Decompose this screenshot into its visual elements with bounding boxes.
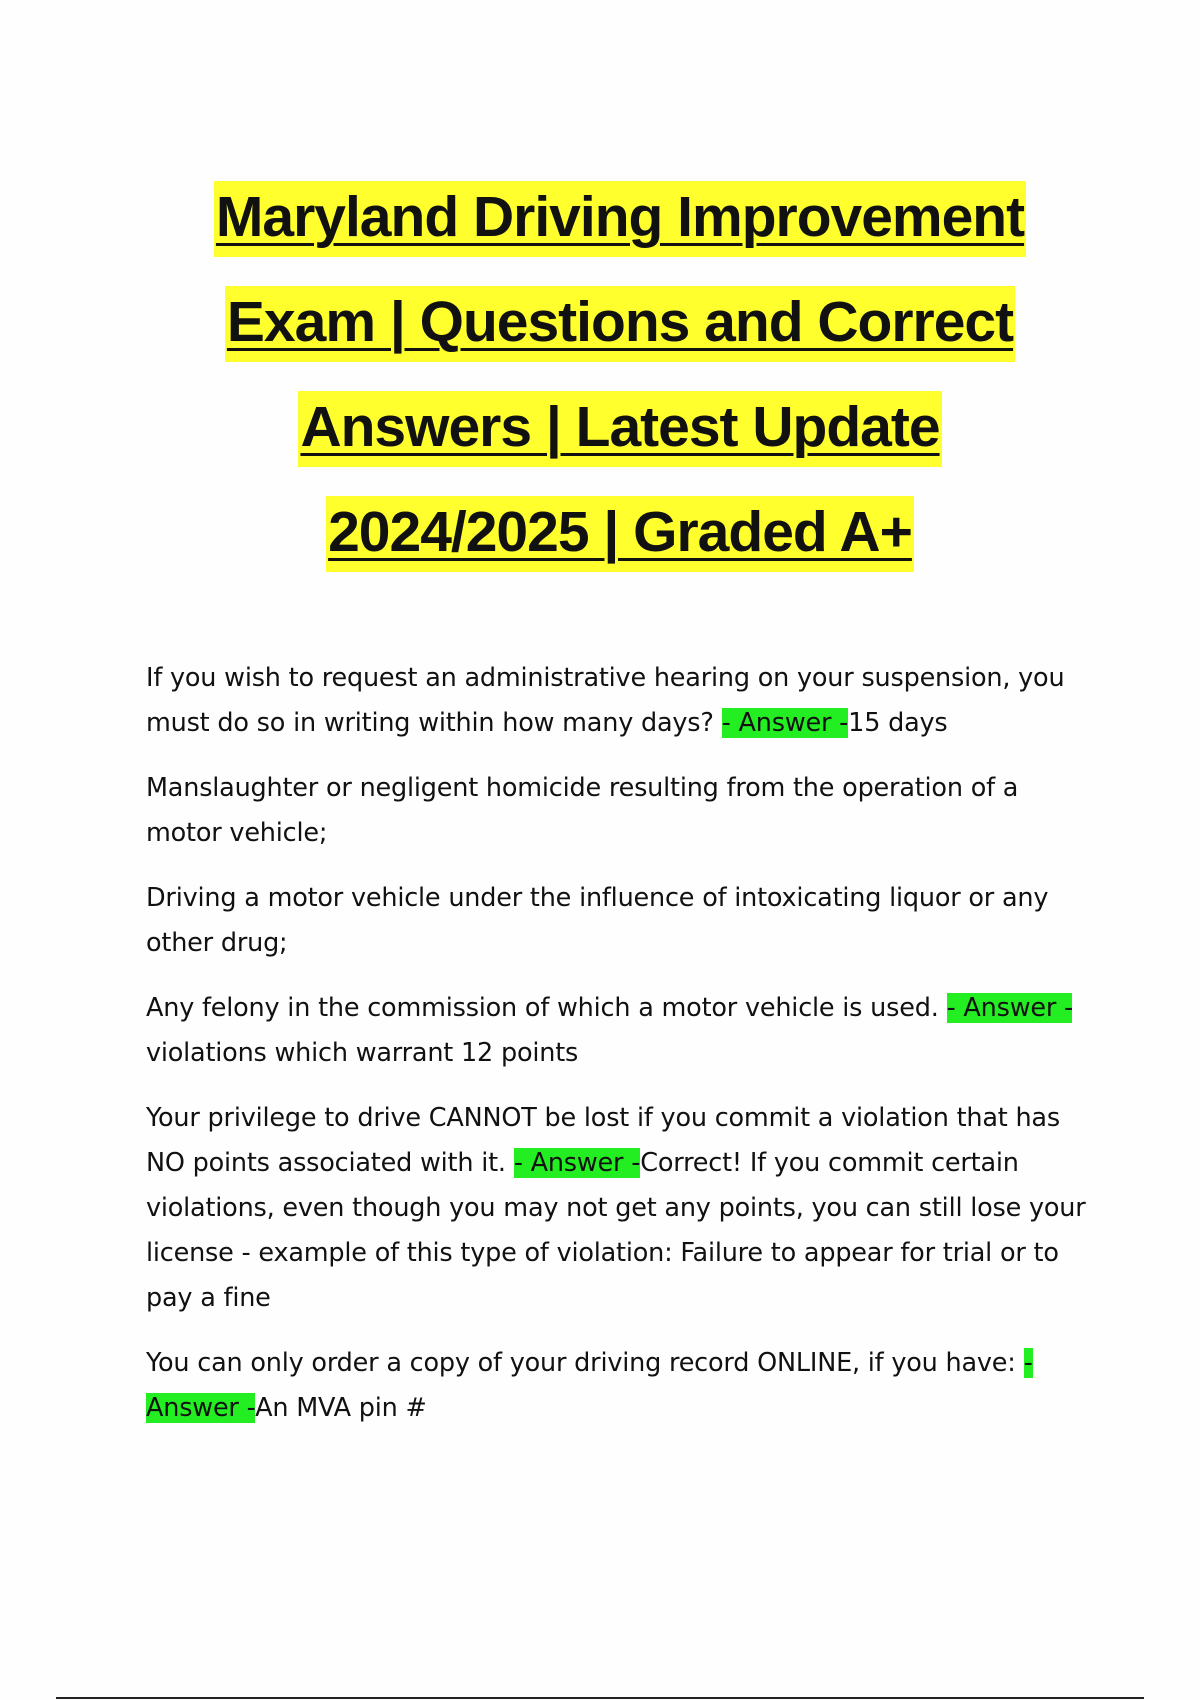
qa-item — [146, 986, 1096, 1076]
title-line: Exam | Questions and Correct — [225, 286, 1015, 362]
qa-item — [146, 1341, 1096, 1431]
answer-label: - Answer - — [721, 708, 849, 738]
question-text: You can only order a copy of your driving record ONLINE, if you have: — [146, 1348, 1024, 1378]
question-text: Manslaughter or negligent homicide resulting from the operation of a motor vehicle; — [146, 773, 1019, 848]
question-text: Your privilege to drive CANNOT be lost if you commit a violation that has NO points associated with it. — [146, 1103, 1060, 1178]
answer-text: violations which warrant 12 points — [146, 1038, 579, 1068]
answer-label: - Answer - — [513, 1148, 641, 1178]
question-text: Driving a motor vehicle under the influence of intoxicating liquor or any other drug; — [146, 883, 1049, 958]
footer-divider — [56, 1697, 1144, 1699]
title-line: Maryland Driving Improvement — [214, 181, 1026, 257]
qa-item — [146, 1096, 1096, 1321]
answer-text: An MVA pin # — [255, 1393, 427, 1423]
answer-label: - Answer - — [946, 993, 1073, 1023]
qa-item — [146, 876, 1096, 966]
answer-label: - Answer - — [146, 1348, 1033, 1423]
answer-text: Correct! If you commit certain violations, even though you may not get any points, you can still lose your license - example of this type of violation: Failure to appear for trial or to pay a fine — [146, 1148, 1086, 1313]
document-title — [130, 165, 1110, 585]
qa-list — [146, 656, 1096, 1451]
qa-item — [146, 656, 1096, 746]
title-line: Answers | Latest Update — [298, 391, 941, 467]
question-text: Any felony in the commission of which a motor vehicle is used. — [146, 993, 947, 1023]
answer-text: 15 days — [848, 708, 948, 738]
qa-item — [146, 766, 1096, 856]
title-line: 2024/2025 | Graded A+ — [326, 496, 914, 572]
question-text: If you wish to request an administrative hearing on your suspension, you must do so in writing within how many days? — [146, 663, 1065, 738]
